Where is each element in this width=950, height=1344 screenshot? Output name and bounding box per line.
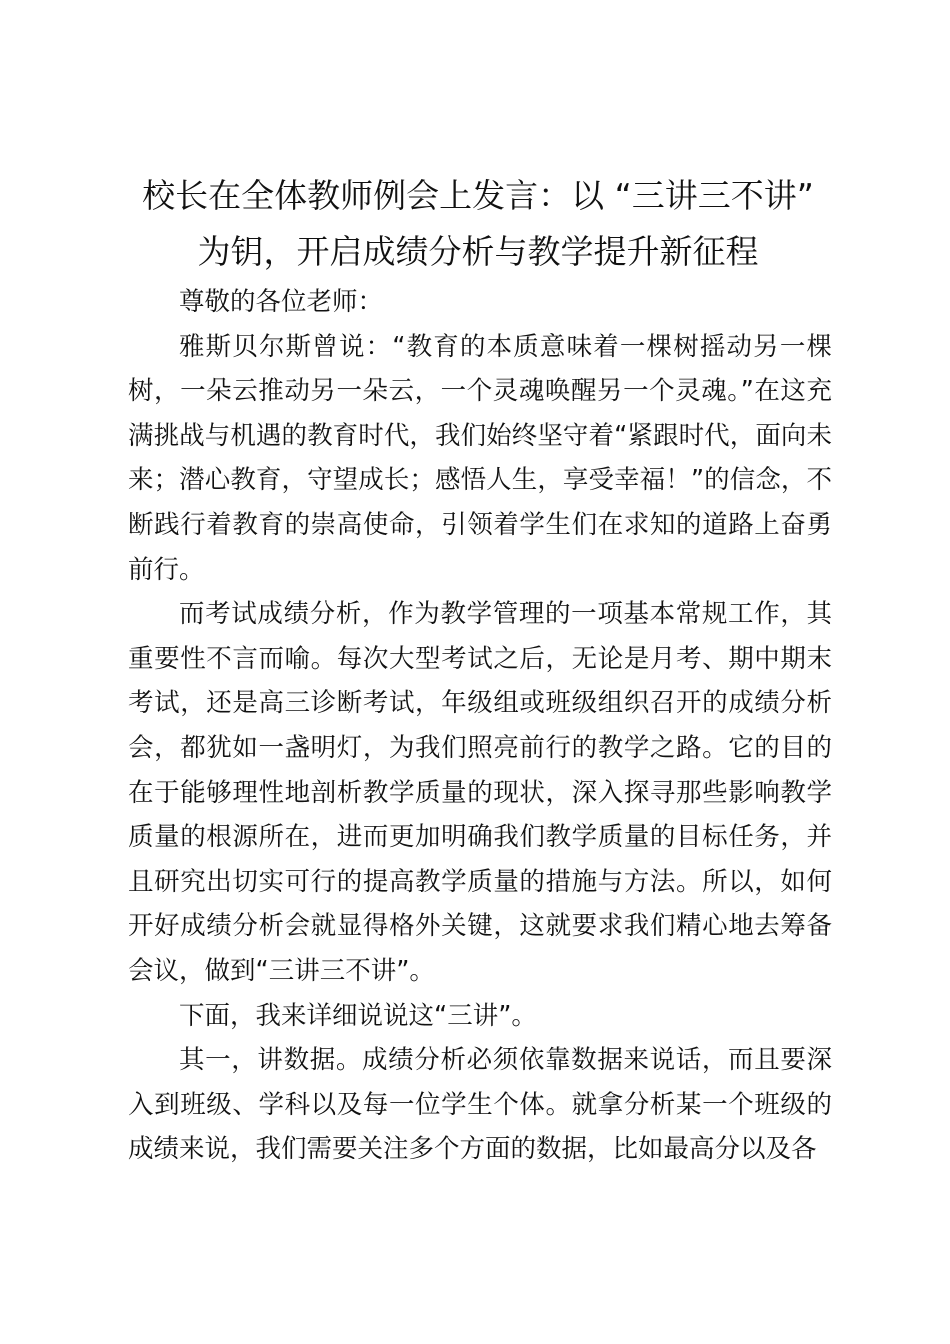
body-paragraph: 下面，我来详细说说这“三讲”。 [179,1000,537,1031]
document-title: 校长在全体教师例会上发言：以 “三讲三不讲” 为钥，开启成绩分析与教学提升新征程 [142,176,814,271]
body-paragraph: 而考试成绩分析，作为教学管理的一项基本常规工作，其重要性不言而喻。每次大型考试之后，无论是月考、期中期末考试，还是高三诊断考试，年级组或班级组织召开的成绩分析会，都犹如一盏明灯，为我们照亮前行的教学之路。它的目的在于能够理性地剖析教学质量的现状，深入探寻那些影响教学质量的根源所在，进而更加明确我们教学质量的目标任务，并且研究出切实可行的提高教学质量的措施与方法。所以，如何开好成绩分析会就显得格外关键，这就要求我们精心地去筹备会议，做到“三讲三不讲”。 [128,599,832,986]
salutation-paragraph: 尊敬的各位老师： [179,287,384,317]
body-paragraph: 雅斯贝尔斯曾说：“教育的本质意味着一棵树摇动另一棵树，一朵云推动另一朵云，一个灵魂唤醒另一个灵魂。”在这充满挑战与机遇的教育时代，我们始终坚守着“紧跟时代，面向未来；潜心教育，守望成长；感悟人生，享受幸福！”的信念，不断践行着教育的崇高使命，引领着学生们在求知的道路上奋勇前行。 [128,331,832,585]
body-paragraph: 其一，讲数据。成绩分析必须依靠数据来说话，而且要深入到班级、学科以及每一位学生个体。就拿分析某一个班级的成绩来说，我们需要关注多个方面的数据，比如最高分以及各 [128,1045,832,1165]
document-body [128,280,832,1172]
